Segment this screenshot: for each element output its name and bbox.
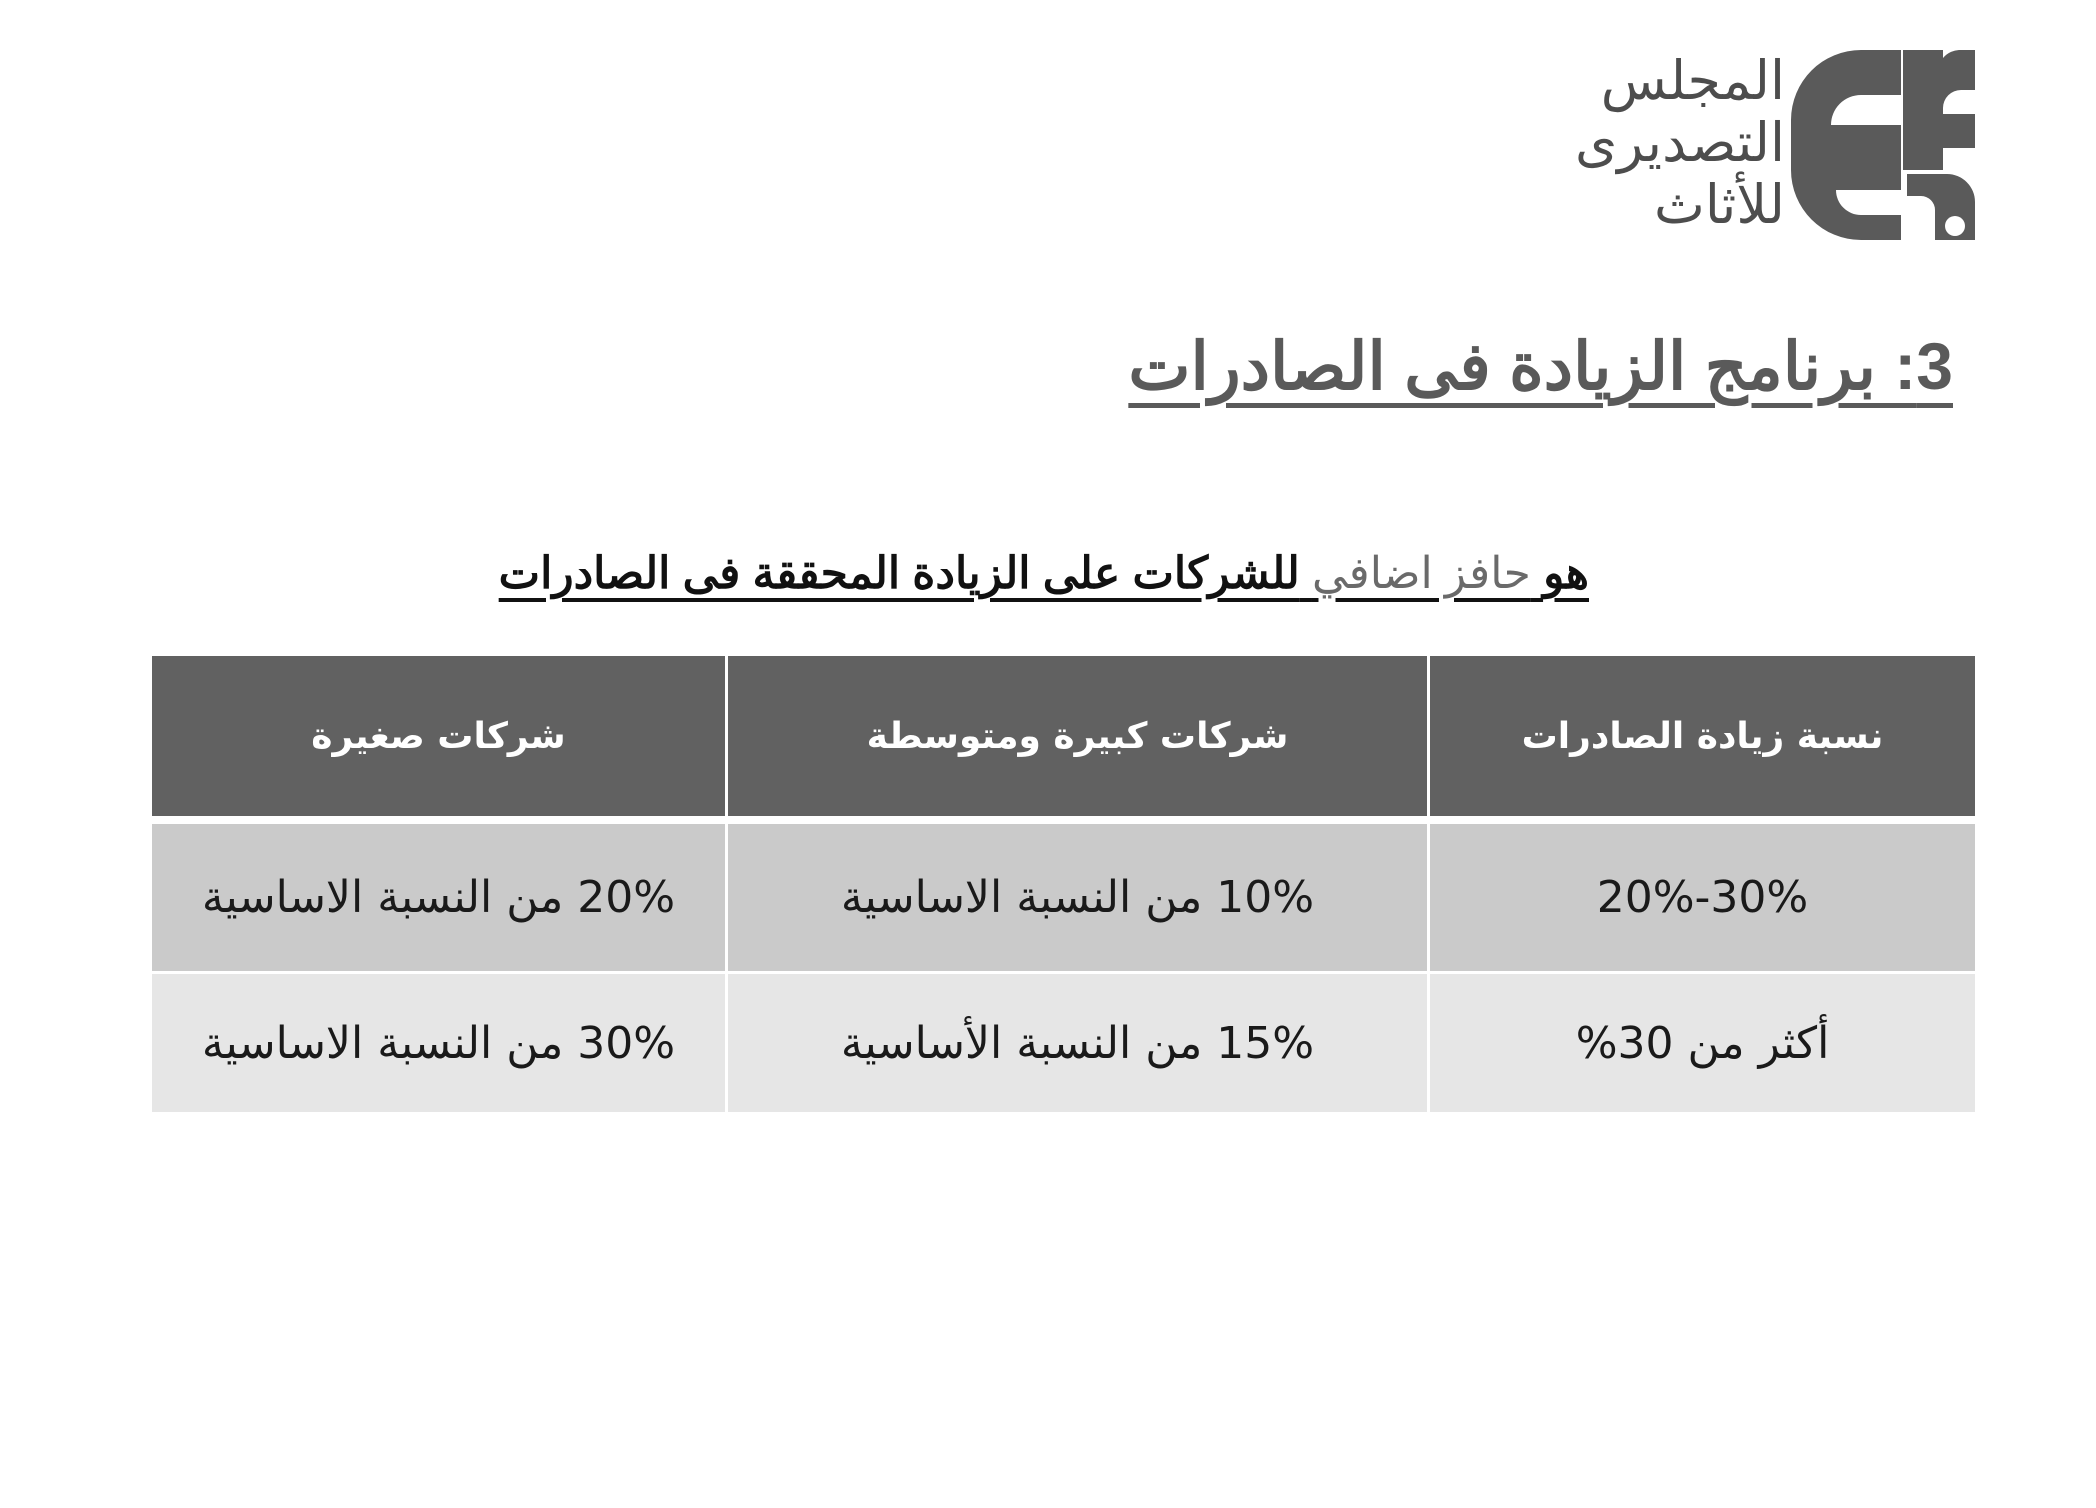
table-header-small: شركات صغيرة <box>152 656 725 824</box>
subtitle-part-1: هو <box>1543 549 1589 598</box>
subtitle <box>499 548 1589 599</box>
table-header-increase-rate: نسبة زيادة الصادرات <box>1427 656 1975 824</box>
table-cell: 30% من النسبة الاساسية <box>152 974 725 1112</box>
table-cell: 10% من النسبة الاساسية <box>725 824 1427 974</box>
table-cell: 15% من النسبة الأساسية <box>725 974 1427 1112</box>
subtitle-part-2: حافز اضافي <box>1311 549 1531 598</box>
table-cell: 20% من النسبة الاساسية <box>152 824 725 974</box>
subtitle-part-3: للشركات على الزيادة المحققة فى الصادرات <box>498 549 1300 598</box>
logo-text <box>1535 50 1785 240</box>
logo <box>1535 50 1975 240</box>
logo-line-1: المجلس <box>1600 49 1785 112</box>
logo-line-2: التصديرى <box>1574 111 1785 174</box>
table-cell: أكثر من 30% <box>1427 974 1975 1112</box>
table-header-large-medium: شركات كبيرة ومتوسطة <box>725 656 1427 824</box>
logo-mark-icon <box>1791 50 1975 240</box>
logo-line-3: للأثاث <box>1654 173 1785 236</box>
table-cell: 20%-30% <box>1427 824 1975 974</box>
page-title: 3: برنامج الزيادة فى الصادرات <box>1128 329 1953 403</box>
incentive-table <box>152 656 1975 1112</box>
